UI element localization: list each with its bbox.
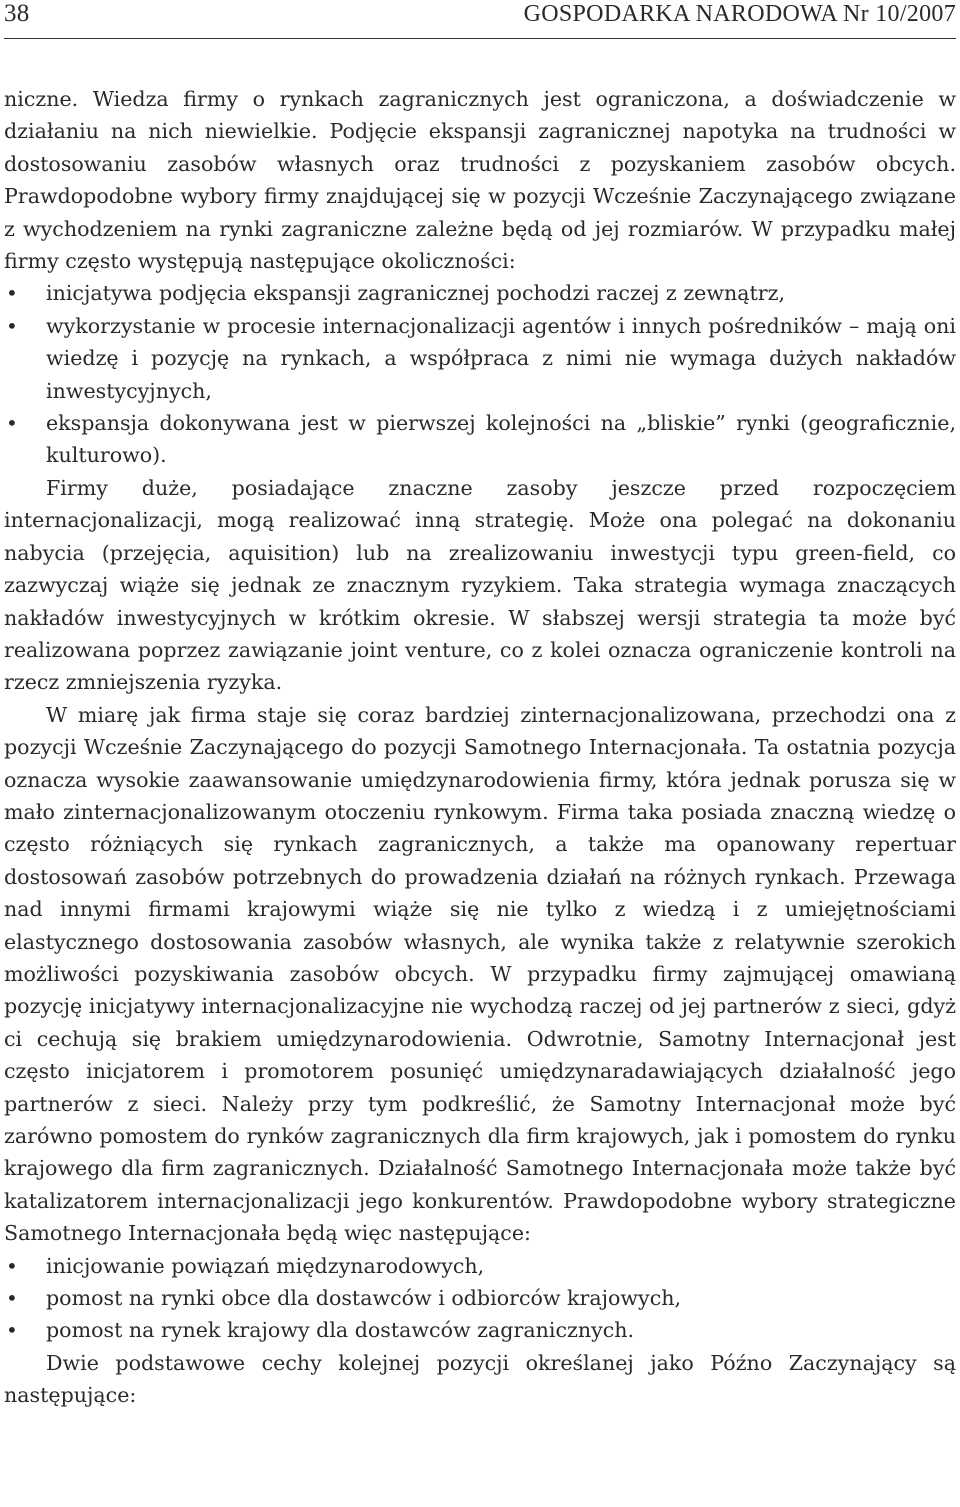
- paragraph-4: Dwie podstawowe cechy kolejnej pozycji określanej jako Późno Zaczynający są następujące:: [4, 1350, 956, 1408]
- article-body: [4, 83, 956, 1412]
- list-item: • pomost na rynki obce dla dostawców i odbiorców krajowych,: [4, 1282, 956, 1314]
- list-item: • wykorzystanie w procesie internacjonalizacji agentów i innych pośredników – mają oni wiedzę i pozycję na rynkach, a współpraca z nimi nie wymaga dużych nakładów inwestycyjnych,: [4, 310, 956, 407]
- journal-title: GOSPODARKA NARODOWA Nr 10/2007: [523, 1, 956, 27]
- bullet-list-2: [4, 1250, 956, 1347]
- paragraph-3: W miarę jak firma staje się coraz bardziej zinternacjonalizowana, przechodzi ona z pozycji Wcześnie Zaczynającego do pozycji Samotnego Internacjonała. Ta ostatnia pozycja oznacza wysokie zaawansowanie umiędzynarodowienia firmy, która jednak porusza się w mało zinternacjonalizowanym otoczeniu rynkowym. Firma taka posiada znaczną wiedzę o często różniących się rynkach zagranicznych, a także ma opanowany repertuar dostosowań zasobów potrzebnych do prowadzenia działań na różnych rynkach. Przewaga nad innymi firmami krajowymi wiąże się nie tylko z wiedzą i z umiejętnościami elastycznego dostosowania zasobów własnych, ale wynika także z relatywnie szerokich możliwości pozyskiwania zasobów obcych. W przypadku firmy zajmującej omawianą pozycję inicjatywy internacjonalizacyjne nie wychodzą raczej od jej partnerów z sieci, gdyż ci cechują się brakiem umiędzynarodowienia. Odwrotnie, Samotny Internacjonał jest często inicjatorem i promotorem posunięć umiędzynaradawiających działalność jego partnerów z sieci. Należy przy tym podkreślić, że Samotny Internacjonał może być zarówno pomostem do rynków zagranicznych dla firm krajowych, jak i pomostem do rynku krajowego dla firm zagranicznych. Działalność Samotnego Internacjonała może także być katalizatorem internacjonalizacji jego konkurentów. Prawdopodobne wybory strategiczne Samotnego Internacjonała będą więc następujące:: [4, 702, 956, 1246]
- paragraph-2: Firmy duże, posiadające znaczne zasoby jeszcze przed rozpoczęciem internacjonalizacji, mogą realizować inną strategię. Może ona polegać na dokonaniu nabycia (przejęcia, aquisition) lub na zrealizowaniu inwestycji typu green-field, co zazwyczaj wiąże się jednak ze znacznym ryzykiem. Taka strategia wymaga znaczących nakładów inwestycyjnych w krótkim okresie. W słabszej wersji strategia ta może być realizowana poprzez zawiązanie joint venture, co z kolei oznacza ograniczenie kontroli na rzecz zmniejszenia ryzyka.: [4, 475, 956, 695]
- page-number: 38: [4, 0, 30, 27]
- paragraph-1: niczne. Wiedza firmy o rynkach zagranicznych jest ograniczona, a doświadczenie w działaniu na nich niewielkie. Podjęcie ekspansji zagranicznej napotyka na trudności w dostosowaniu zasobów własnych oraz trudności z pozyskaniem zasobów obcych. Prawdopodobne wybory firmy znajdującej się w pozycji Wcześnie Zaczynającego związane z wychodzeniem na rynki zagraniczne zależne będą od jej rozmiarów. W przypadku małej firmy często występują następujące okoliczności:: [4, 87, 956, 274]
- list-item: • inicjowanie powiązań międzynarodowych,: [4, 1250, 956, 1282]
- list-item: • inicjatywa podjęcia ekspansji zagranicznej pochodzi raczej z zewnątrz,: [4, 277, 956, 309]
- list-item: • pomost na rynek krajowy dla dostawców zagranicznych.: [4, 1314, 956, 1346]
- bullet-list-1: [4, 277, 956, 471]
- running-header: [4, 0, 956, 39]
- list-item: • ekspansja dokonywana jest w pierwszej kolejności na „bliskie” rynki (geograficznie, kulturowo).: [4, 407, 956, 472]
